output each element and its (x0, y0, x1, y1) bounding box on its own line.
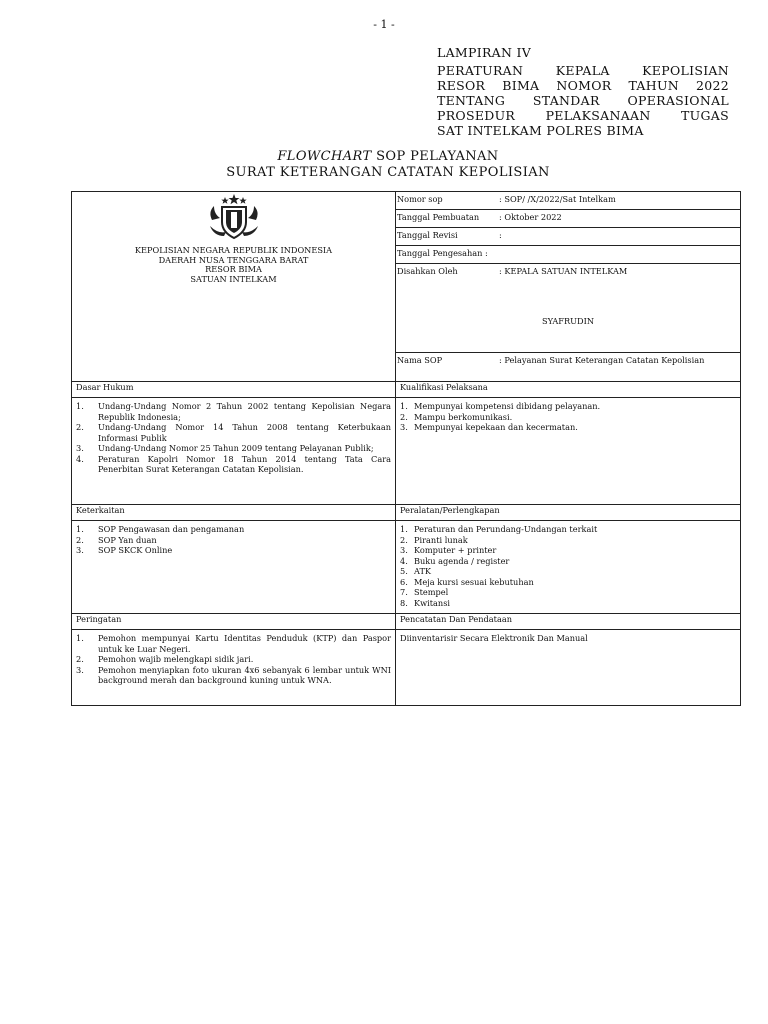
kualifikasi-header: Kualifikasi Pelaksana (396, 382, 741, 398)
org-cell (72, 192, 396, 382)
kualifikasi-list (400, 398, 736, 437)
list-item: 3. Mempunyai kepekaan dan kecermatan. (400, 422, 578, 432)
org-line: DAERAH NUSA TENGGARA BARAT (158, 254, 309, 265)
meta-tanggal-revisi (397, 230, 739, 241)
lampiran-block (437, 45, 729, 138)
meta-disahkan-oleh (397, 266, 739, 277)
peringatan-cell (72, 630, 396, 706)
list-item: 2. Undang-Undang Nomor 14 Tahun 2008 tentang Keterbukaan Informasi Publik (76, 422, 391, 443)
org-line: KEPOLISIAN NEGARA REPUBLIK INDONESIA (134, 245, 333, 255)
keterkaitan-cell (72, 521, 396, 614)
list-item: 1. Peraturan dan Perundang-Undangan terkait (400, 524, 598, 534)
pencatatan-cell (396, 630, 741, 706)
meta-nama-sop (397, 355, 739, 366)
org-line: RESOR BIMA (205, 264, 262, 275)
list-item: 1. SOP Pengawasan dan pengamanan (76, 524, 245, 534)
lampiran-body (437, 63, 729, 138)
page-number: - 1 - (373, 18, 395, 31)
title-rest: SOP PELAYANAN (371, 149, 499, 164)
pencatatan-header: Pencatatan Dan Pendataan (396, 614, 741, 630)
lampiran-title: LAMPIRAN IV (437, 45, 532, 60)
meta-label: Tanggal Pembuatan (397, 212, 480, 222)
list-item: 3. Pemohon menyiapkan foto ukuran 4x6 sebanyak 6 lembar untuk WNI background merah dan background kuning untuk WNA. (76, 664, 391, 685)
list-item: 4. Peraturan Kapolri Nomor 18 Tahun 2014 tentang Tata Cara Penerbitan Surat Keterangan Catatan Kepolisian. (76, 453, 391, 474)
meta-value: : Pelayanan Surat Keterangan Catatan Kepolisian (499, 355, 705, 365)
peralatan-header: Peralatan/Perlengkapan (396, 505, 741, 521)
meta-tanggal-pembuatan (397, 212, 739, 223)
lampiran-line: SAT INTELKAM POLRES BIMA (437, 123, 644, 138)
list-item: 7. Stempel (400, 587, 449, 597)
meta-label: Tanggal Revisi (397, 230, 458, 240)
org-line: SATUAN INTELKAM (190, 273, 277, 284)
peringatan-list (76, 630, 391, 690)
pencatatan-text: Diinventarisir Secara Elektronik Dan Manual (400, 633, 588, 643)
dasar-hukum-list (76, 398, 391, 479)
signatory-name: SYAFRUDIN (542, 316, 594, 326)
meta-label: Nama SOP (397, 355, 443, 365)
list-item: 1. Pemohon mempunyai Kartu Identitas Penduduk (KTP) dan Paspor untuk ke Luar Negeri. (76, 633, 391, 654)
meta-table (396, 192, 740, 381)
list-item: 3. SOP SKCK Online (76, 545, 173, 555)
kualifikasi-cell (396, 398, 741, 505)
title-italic: FLOWCHART (277, 149, 372, 164)
list-item: 3. Undang-Undang Nomor 25 Tahun 2009 tentang Pelayanan Publik; (76, 443, 374, 453)
meta-tanggal-pengesahan: Tanggal Pengesahan : (397, 248, 488, 258)
lampiran-line: PROSEDUR PELAKSANAAN TUGAS (437, 108, 729, 123)
meta-value: : SOP/ /X/2022/Sat Intelkam (499, 194, 616, 204)
list-item: 3. Komputer + printer (400, 545, 497, 555)
list-item: 2. Pemohon wajib melengkapi sidik jari. (76, 654, 254, 664)
peralatan-list (400, 521, 736, 612)
lampiran-line: RESOR BIMA NOMOR TAHUN 2022 (437, 78, 729, 93)
meta-label: Nomor sop (397, 194, 443, 204)
peralatan-cell (396, 521, 741, 614)
lampiran-line: TENTANG STANDAR OPERASIONAL (437, 93, 729, 108)
meta-cell (396, 192, 741, 382)
lampiran-line: PERATURAN KEPALA KEPOLISIAN (437, 63, 729, 78)
keterkaitan-list (76, 521, 391, 560)
list-item: 2. Mampu berkomunikasi. (400, 411, 513, 422)
org-name (76, 246, 391, 284)
list-item: 8. Kwitansi (400, 597, 451, 608)
list-item: 2. Piranti lunak (400, 534, 468, 545)
peringatan-header: Peringatan (72, 614, 396, 630)
meta-value: : KEPALA SATUAN INTELKAM (499, 266, 628, 276)
meta-nomor-sop (397, 194, 739, 205)
police-emblem-icon (204, 192, 264, 242)
sop-table (71, 191, 741, 706)
list-item: 4. Buku agenda / register (400, 555, 510, 566)
document-title (0, 149, 768, 181)
list-item: 6. Meja kursi sesuai kebutuhan (400, 576, 534, 587)
keterkaitan-header: Keterkaitan (72, 505, 396, 521)
list-item: 2. SOP Yan duan (76, 534, 157, 545)
meta-value: : Oktober 2022 (499, 212, 562, 222)
dasar-hukum-header: Dasar Hukum (72, 382, 396, 398)
title-line-2: SURAT KETERANGAN CATATAN KEPOLISIAN (226, 165, 550, 180)
list-item: 5. ATK (400, 566, 432, 576)
meta-value: : (499, 230, 502, 240)
list-item: 1. Undang-Undang Nomor 2 Tahun 2002 tentang Kepolisian Negara Republik Indonesia; (76, 401, 391, 422)
title-line-1 (0, 149, 768, 165)
dasar-hukum-cell (72, 398, 396, 505)
list-item: 1. Mempunyai kompetensi dibidang pelayanan. (400, 401, 601, 411)
meta-label: Disahkan Oleh (397, 266, 458, 276)
